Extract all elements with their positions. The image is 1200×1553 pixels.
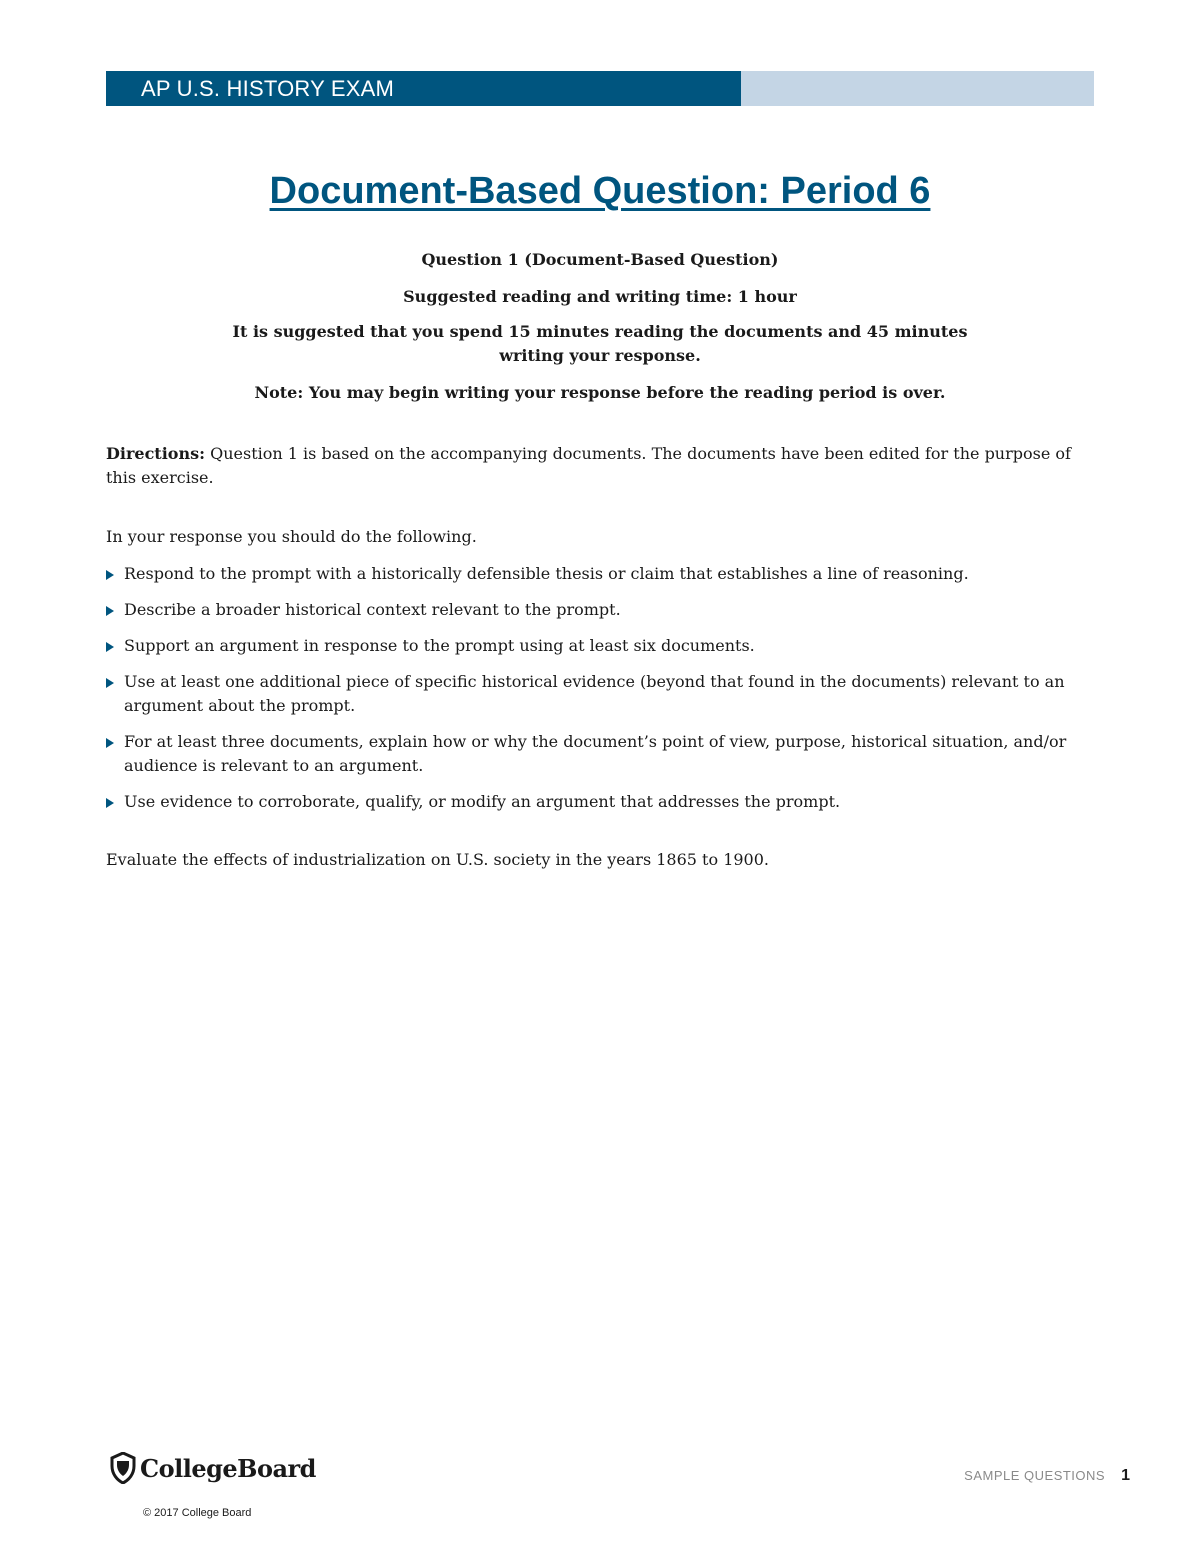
arrow-bullet-icon: [106, 642, 114, 652]
task-item: [106, 790, 1096, 814]
arrow-bullet-icon: [106, 738, 114, 748]
question-label: Question 1 (Document-Based Question): [421, 250, 779, 269]
arrow-bullet-icon: [106, 606, 114, 616]
page-footer: [964, 1467, 1130, 1485]
arrow-bullet-icon: [106, 798, 114, 808]
task-item-text: Describe a broader historical context relevant to the prompt.: [124, 600, 621, 619]
footer-section-label: SAMPLE QUESTIONS: [964, 1468, 1106, 1483]
task-item-text: Use at least one additional piece of specific historical evidence (beyond that found in the documents) relevant to an argument about the prompt.: [124, 672, 1065, 715]
essay-prompt: Evaluate the effects of industrialization on U.S. society in the years 1865 to 1900.: [106, 850, 769, 869]
task-item: [106, 562, 1096, 586]
task-item-text: Respond to the prompt with a historically defensible thesis or claim that establishes a line of reasoning.: [124, 564, 969, 583]
college-board-logo: [110, 1452, 316, 1484]
time-suggestion-line-2: writing your response.: [499, 346, 701, 365]
copyright-notice: © 2017 College Board: [143, 1507, 252, 1519]
task-item: [106, 730, 1096, 778]
task-item: [106, 598, 1096, 622]
time-suggestion-line-1: It is suggested that you spend 15 minutes reading the documents and 45 minutes: [232, 322, 968, 341]
exam-header-dark-segment: [106, 71, 741, 106]
arrow-bullet-icon: [106, 678, 114, 688]
exam-header-bar: [106, 71, 1094, 106]
task-item: [106, 634, 1096, 658]
reading-note: Note: You may begin writing your response before the reading period is over.: [254, 383, 946, 402]
task-list: [106, 562, 1096, 826]
task-item: [106, 670, 1096, 718]
task-item-text: Use evidence to corroborate, qualify, or modify an argument that addresses the prompt.: [124, 792, 841, 811]
exam-header-title: AP U.S. HISTORY EXAM: [141, 75, 395, 101]
page-number: 1: [1121, 1467, 1130, 1484]
time-suggestion: [0, 320, 1200, 368]
directions-text: Question 1 is based on the accompanying documents. The documents have been edited for the purpose of this exercise.: [106, 444, 1071, 487]
acorn-shield-icon: [110, 1452, 136, 1484]
page-title: Document-Based Question: Period 6: [269, 170, 931, 212]
task-item-text: For at least three documents, explain how or why the document’s point of view, purpose, historical situation, and/or audience is relevant to an argument.: [124, 732, 1067, 775]
directions-label: Directions:: [106, 444, 205, 463]
task-intro: In your response you should do the following.: [106, 527, 477, 546]
arrow-bullet-icon: [106, 570, 114, 580]
directions-paragraph: [106, 442, 1086, 490]
exam-header-light-segment: [741, 71, 1094, 106]
time-label: Suggested reading and writing time: 1 hour: [403, 287, 797, 306]
logo-wordmark: CollegeBoard: [140, 1453, 316, 1483]
task-item-text: Support an argument in response to the prompt using at least six documents.: [124, 636, 755, 655]
